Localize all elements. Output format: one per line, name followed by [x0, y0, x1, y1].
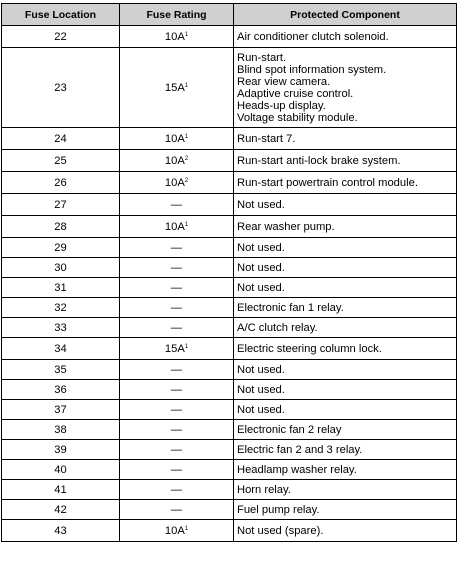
header-protected-component: Protected Component — [234, 4, 457, 26]
fuse-rating-value: 10A — [164, 220, 185, 233]
component-line: Run-start anti-lock brake system. — [237, 154, 401, 167]
component-line: Not used (spare). — [237, 524, 324, 537]
protected-component-cell — [234, 194, 457, 216]
component-line: Electronic fan 2 relay — [237, 423, 342, 436]
table-row — [2, 460, 457, 480]
component-line: Air conditioner clutch solenoid. — [237, 30, 389, 43]
table-row — [2, 238, 457, 258]
fuse-location-cell: 34 — [2, 338, 120, 360]
component-line: Electric steering column lock. — [237, 342, 382, 355]
fuse-location-cell: 42 — [2, 500, 120, 520]
fuse-rating-value: 10A — [164, 154, 185, 167]
protected-component-cell — [234, 380, 457, 400]
fuse-rating-cell — [120, 380, 234, 400]
fuse-rating-cell — [120, 258, 234, 278]
fuse-rating-cell — [120, 440, 234, 460]
fuse-rating-value: — — [170, 383, 183, 396]
fuse-rating-value: — — [170, 301, 183, 314]
table-row — [2, 338, 457, 360]
protected-component-cell — [234, 360, 457, 380]
fuse-rating-cell — [120, 150, 234, 172]
protected-component-cell — [234, 258, 457, 278]
component-line: Not used. — [237, 198, 285, 211]
table-row — [2, 278, 457, 298]
fuse-location-cell: 24 — [2, 128, 120, 150]
protected-component-cell — [234, 460, 457, 480]
component-line: Electronic fan 1 relay. — [237, 301, 344, 314]
fuse-location-cell: 23 — [2, 48, 120, 128]
fuse-rating-cell — [120, 500, 234, 520]
protected-component-cell — [234, 480, 457, 500]
fuse-rating-value: — — [170, 261, 183, 274]
fuse-rating-cell — [120, 172, 234, 194]
fuse-location-cell: 43 — [2, 520, 120, 542]
fuse-rating-value: — — [170, 198, 183, 211]
component-line: A/C clutch relay. — [237, 321, 318, 334]
protected-component-cell — [234, 172, 457, 194]
component-line: Not used. — [237, 281, 285, 294]
fuse-rating-cell — [120, 278, 234, 298]
fuse-rating-value: — — [170, 443, 183, 456]
fuse-rating-value: — — [170, 281, 183, 294]
table-row — [2, 298, 457, 318]
component-line: Not used. — [237, 403, 285, 416]
protected-component-cell — [234, 238, 457, 258]
component-line: Horn relay. — [237, 483, 291, 496]
fuse-rating-cell — [120, 216, 234, 238]
component-line: Not used. — [237, 261, 285, 274]
fuse-location-cell: 38 — [2, 420, 120, 440]
fuse-rating-cell — [120, 26, 234, 48]
table-row — [2, 258, 457, 278]
component-line: Rear washer pump. — [237, 220, 335, 233]
fuse-rating-value: 10A — [164, 176, 185, 189]
component-line: Run-start. — [237, 51, 287, 64]
component-line: Run-start powertrain control module. — [237, 176, 418, 189]
table-row — [2, 216, 457, 238]
fuse-rating-value: — — [170, 503, 183, 516]
protected-component-cell — [234, 338, 457, 360]
fuse-location-cell: 40 — [2, 460, 120, 480]
protected-component-cell — [234, 298, 457, 318]
protected-component-cell — [234, 500, 457, 520]
component-line: Not used. — [237, 383, 285, 396]
fuse-location-cell: 27 — [2, 194, 120, 216]
table-row — [2, 480, 457, 500]
component-line: Run-start 7. — [237, 132, 296, 145]
table-row — [2, 48, 457, 128]
footnote-marker: 2 — [184, 155, 189, 162]
protected-component-cell — [234, 420, 457, 440]
protected-component-cell — [234, 278, 457, 298]
fuse-rating-cell — [120, 298, 234, 318]
fuse-location-cell: 35 — [2, 360, 120, 380]
fuse-location-cell: 22 — [2, 26, 120, 48]
table-row — [2, 500, 457, 520]
fuse-location-cell: 39 — [2, 440, 120, 460]
protected-component-cell — [234, 128, 457, 150]
fuse-rating-cell — [120, 460, 234, 480]
table-row — [2, 128, 457, 150]
protected-component-cell — [234, 318, 457, 338]
fuse-rating-value: — — [170, 483, 183, 496]
footnote-marker: 1 — [184, 82, 189, 89]
fuse-location-cell: 30 — [2, 258, 120, 278]
fuse-rating-value: 10A — [164, 132, 185, 145]
fuse-table-body — [2, 26, 457, 542]
component-line: Not used. — [237, 241, 285, 254]
fuse-rating-cell — [120, 128, 234, 150]
header-fuse-location: Fuse Location — [2, 4, 120, 26]
fuse-table — [1, 3, 457, 542]
fuse-rating-cell — [120, 420, 234, 440]
table-row — [2, 400, 457, 420]
protected-component-cell — [234, 520, 457, 542]
protected-component-cell — [234, 400, 457, 420]
fuse-rating-value: — — [170, 463, 183, 476]
protected-component-cell — [234, 216, 457, 238]
component-line: Not used. — [237, 363, 285, 376]
fuse-rating-value: 15A — [164, 81, 185, 94]
table-row — [2, 420, 457, 440]
component-line: Headlamp washer relay. — [237, 463, 357, 476]
fuse-rating-cell — [120, 480, 234, 500]
protected-component-cell — [234, 150, 457, 172]
fuse-rating-value: — — [170, 403, 183, 416]
protected-component-cell — [234, 48, 457, 128]
fuse-rating-cell — [120, 520, 234, 542]
fuse-rating-cell — [120, 338, 234, 360]
fuse-location-cell: 31 — [2, 278, 120, 298]
table-row — [2, 194, 457, 216]
component-line: Adaptive cruise control. — [237, 87, 354, 100]
fuse-rating-cell — [120, 238, 234, 258]
table-row — [2, 380, 457, 400]
fuse-location-cell: 26 — [2, 172, 120, 194]
fuse-rating-cell — [120, 400, 234, 420]
component-line: Electric fan 2 and 3 relay. — [237, 443, 363, 456]
table-row — [2, 150, 457, 172]
component-line: Voltage stability module. — [237, 111, 358, 124]
fuse-location-cell: 41 — [2, 480, 120, 500]
fuse-rating-value: — — [170, 423, 183, 436]
header-row — [2, 4, 457, 26]
fuse-location-cell: 25 — [2, 150, 120, 172]
fuse-rating-value: — — [170, 241, 183, 254]
component-line: Fuel pump relay. — [237, 503, 320, 516]
component-line: Blind spot information system. — [237, 63, 387, 76]
fuse-rating-cell — [120, 318, 234, 338]
fuse-rating-value: 10A — [164, 30, 185, 43]
fuse-rating-value: — — [170, 363, 183, 376]
protected-component-cell — [234, 440, 457, 460]
header-fuse-rating: Fuse Rating — [120, 4, 234, 26]
table-row — [2, 318, 457, 338]
fuse-rating-cell — [120, 194, 234, 216]
footnote-marker: 1 — [184, 525, 189, 532]
footnote-marker: 1 — [184, 343, 189, 350]
fuse-location-cell: 37 — [2, 400, 120, 420]
fuse-rating-cell — [120, 360, 234, 380]
table-row — [2, 360, 457, 380]
table-row — [2, 520, 457, 542]
table-row — [2, 440, 457, 460]
fuse-location-cell: 33 — [2, 318, 120, 338]
table-row — [2, 26, 457, 48]
footnote-marker: 1 — [184, 31, 189, 38]
component-line: Rear view camera. — [237, 75, 331, 88]
fuse-location-cell: 36 — [2, 380, 120, 400]
fuse-rating-value: 10A — [164, 524, 185, 537]
footnote-marker: 2 — [184, 177, 189, 184]
footnote-marker: 1 — [184, 133, 189, 140]
fuse-rating-value: — — [170, 321, 183, 334]
protected-component-cell — [234, 26, 457, 48]
fuse-rating-value: 15A — [164, 342, 185, 355]
fuse-location-cell: 28 — [2, 216, 120, 238]
component-line: Heads-up display. — [237, 99, 326, 112]
fuse-location-cell: 29 — [2, 238, 120, 258]
fuse-rating-cell — [120, 48, 234, 128]
fuse-location-cell: 32 — [2, 298, 120, 318]
footnote-marker: 1 — [184, 221, 189, 228]
table-row — [2, 172, 457, 194]
